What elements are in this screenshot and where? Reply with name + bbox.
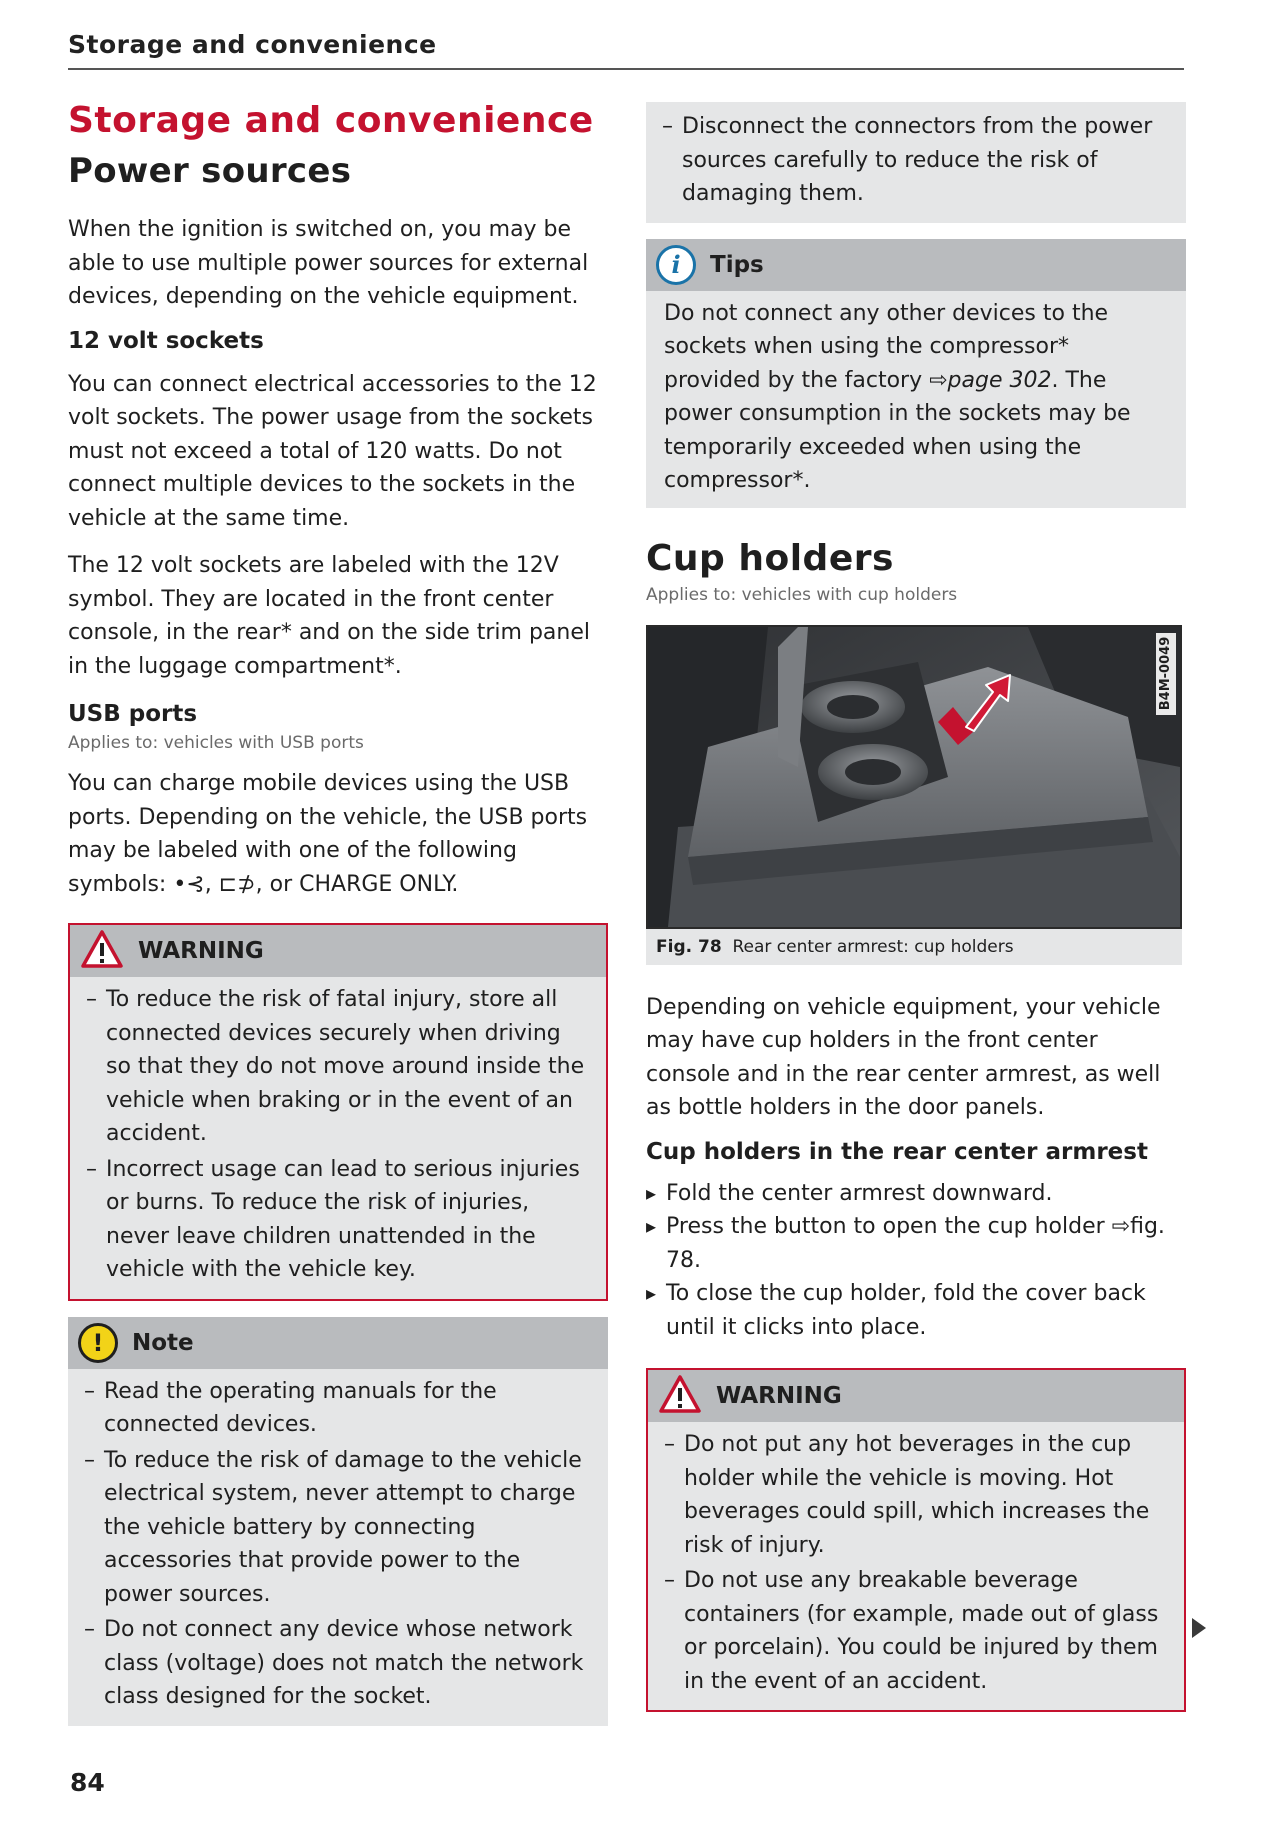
warning-box-power	[68, 923, 608, 1301]
usb-applies-to: Applies to: vehicles with USB ports	[68, 733, 364, 753]
figure-image	[646, 625, 1182, 929]
power-sources-title: Power sources	[68, 151, 352, 191]
page-number: 84	[70, 1768, 105, 1797]
warning-box-cup-holders	[646, 1368, 1186, 1712]
note-box-continued	[646, 102, 1186, 223]
warning-label: WARNING	[138, 938, 264, 964]
left-column	[68, 96, 608, 1726]
note-item: – Do not connect any device whose network class (voltage) does not match the network class designed for the socket.	[82, 1613, 592, 1714]
sockets-paragraph-1: You can connect electrical accessories to the 12 volt sockets. The power usage from the sockets must not exceed a total of 120 watts. Do not connect multiple devices to the sockets in the vehicle at the same time.	[68, 371, 597, 531]
warning-triangle-icon	[658, 1374, 702, 1418]
sockets-heading: 12 volt sockets	[68, 327, 264, 354]
figure-78	[646, 625, 1182, 965]
tips-text	[664, 297, 1170, 498]
note-item: – Read the operating manuals for the connected devices.	[82, 1375, 592, 1442]
armrest-illustration	[648, 627, 1180, 927]
usb-text-2: , or CHARGE ONLY.	[255, 871, 459, 897]
figure-caption-text: Rear center armrest: cup holders	[732, 936, 1014, 957]
step-item: ▸ Fold the center armrest downward.	[646, 1177, 1186, 1211]
warning-item: – To reduce the risk of fatal injury, store all connected devices securely when driving so that they do not move around inside the vehicle when braking or in the event of an accident.	[84, 983, 590, 1151]
cup-holders-applies-to: Applies to: vehicles with cup holders	[646, 584, 958, 605]
sockets-paragraph-2: The 12 volt sockets are labeled with the 12V symbol. They are located in the front center console, in the rear* and on the side trim panel in the luggage compartment*.	[68, 553, 591, 679]
running-header: Storage and convenience	[68, 30, 437, 59]
warning-label: WARNING	[716, 1383, 842, 1409]
note-item: – Disconnect the connectors from the power sources carefully to reduce the risk of damaging them.	[660, 110, 1170, 211]
cup-holders-title: Cup holders	[646, 537, 894, 579]
right-column	[646, 96, 1186, 1712]
usb-paragraph: You can charge mobile devices using the USB ports. Depending on the vehicle, the USB ports may be labeled with one of the following symbols: •⊰, ⊏⊅, or CHARGE ONLY.	[68, 771, 588, 897]
step-item: ▸ Press the button to open the cup holder ⇨fig. 78.	[646, 1210, 1186, 1277]
usb-text-1: You can charge mobile devices using the USB ports. Depending on the vehicle, the USB ports may be labeled with one of the following symbols:	[68, 771, 588, 897]
note-item: – To reduce the risk of damage to the vehicle electrical system, never attempt to charge the vehicle battery by connecting accessories that provide power to the power sources.	[82, 1444, 592, 1612]
section-title: Storage and convenience	[68, 100, 594, 141]
warning-item: – Incorrect usage can lead to serious injuries or burns. To reduce the risk of injuries, never leave children unattended in the vehicle with the vehicle key.	[84, 1153, 590, 1287]
note-box-header	[68, 1317, 608, 1369]
note-exclamation-icon: !	[78, 1323, 118, 1363]
figure-number: Fig. 78	[656, 936, 722, 957]
step-item: ▸ To close the cup holder, fold the cover back until it clicks into place.	[646, 1277, 1186, 1344]
cup-holder-steps	[646, 1177, 1186, 1345]
figure-code-label: B4M-0049	[1156, 633, 1176, 715]
note-label: Note	[132, 1329, 194, 1356]
page-reference-link[interactable]: ⇨page 302	[929, 367, 1052, 393]
tips-label: Tips	[710, 251, 764, 278]
charge-symbol-icon: ⊏⊅	[218, 871, 256, 897]
usb-heading: USB ports	[68, 701, 198, 727]
tips-box	[646, 239, 1186, 508]
warning-box-header	[648, 1370, 1184, 1422]
warning-box-header	[70, 925, 606, 977]
figure-caption	[646, 929, 1182, 965]
power-sources-intro: When the ignition is switched on, you may be able to use multiple power sources for external devices, depending on the vehicle equipment.	[68, 217, 589, 309]
tips-text-1: Do not connect any other devices to the sockets when using the compressor* provided by the factory	[664, 300, 1109, 393]
header-rule	[68, 68, 1184, 70]
warning-item: – Do not put any hot beverages in the cup holder while the vehicle is moving. Hot beverages could spill, which increases the risk of injury.	[662, 1428, 1168, 1562]
warning-triangle-icon	[80, 929, 124, 973]
cup-holders-intro: Depending on vehicle equipment, your vehicle may have cup holders in the front center console and in the rear center armrest, as well as bottle holders in the door panels.	[646, 994, 1161, 1120]
tips-text-2: . The power consumption in the sockets may be temporarily exceeded when using the compressor*.	[664, 367, 1131, 493]
note-box	[68, 1317, 608, 1726]
warning-item: – Do not use any breakable beverage containers (for example, made out of glass or porcelain). You could be injured by them in the event of an accident.	[662, 1564, 1168, 1698]
rear-armrest-heading: Cup holders in the rear center armrest	[646, 1138, 1148, 1165]
tips-box-header	[646, 239, 1186, 291]
continue-arrow-icon	[1192, 1618, 1206, 1638]
usb-symbol-icon: •⊰	[173, 871, 205, 897]
info-icon: i	[656, 245, 696, 285]
